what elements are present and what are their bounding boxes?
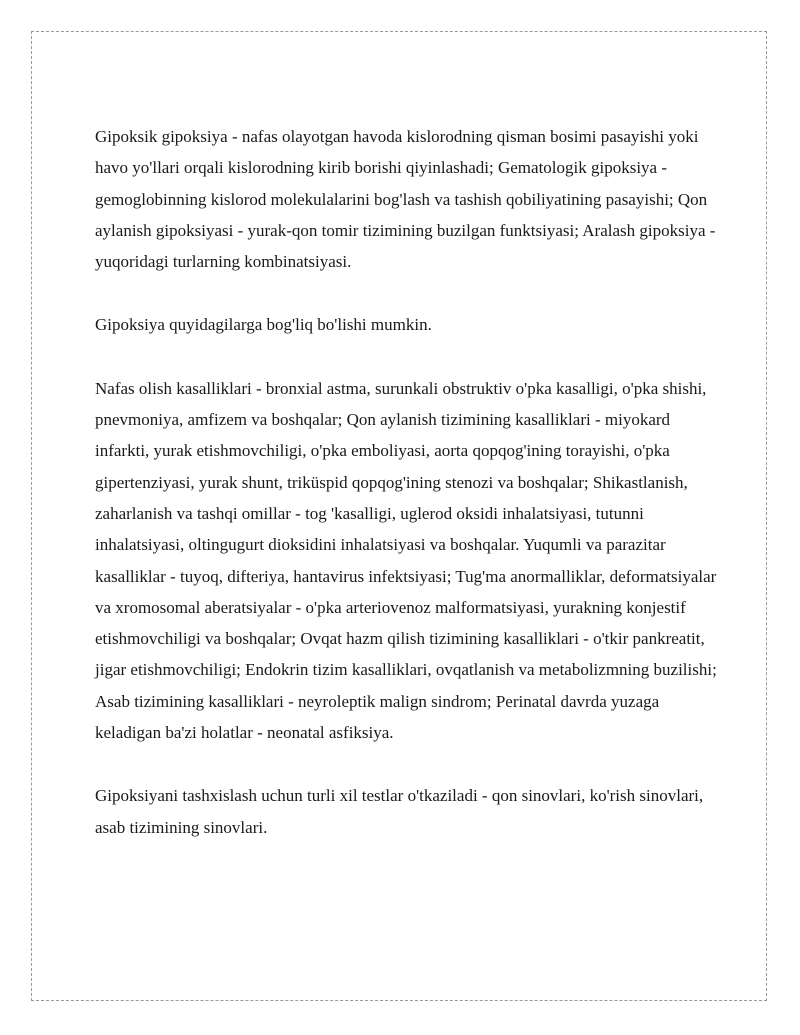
paragraph-hypoxia-causes-list: Nafas olish kasalliklari - bronxial astma, surunkali obstruktiv o'pka kasalligi, o'pka shishi, pnevmoniya, amfizem va boshqalar; Qon aylanish tizimining kasalliklari - miyokard infarkti, yurak etishmovchiligi, o'pka emboliyasi, aorta qopqog'ining torayishi, o'pka gipertenziyasi, yurak shunt, triküspid qopqog'ining stenozi va boshqalar; Shikastlanish, zaharlanish va tashqi omillar - tog 'kasalligi, uglerod oksidi inhalatsiyasi, tutunni inhalatsiyasi, oltingugurt dioksidini inhalatsiyasi va boshqalar. Yuqumli va parazitar kasalliklar - tuyoq, difteriya, hantavirus infektsiyasi; Tug'ma anormalliklar, deformatsiyalar va xromosomal aberatsiyalar - o'pka arteriovenoz malformatsiyasi, yurakning konjestif etishmovchiligi va boshqalar; Ovqat hazm qilish tizimining kasalliklari - o'tkir pankreatit, jigar etishmovchiligi; Endokrin tizim kasalliklari, ovqatlanish va metabolizmning buzilishi; Asab tizimining kasalliklari - neyroleptik malign sindrom; Perinatal davrda yuzaga keladigan ba'zi holatlar - neonatal asfiksiya. bbox=[95, 378, 717, 743]
paragraph-hypoxia-causes-intro: Gipoksiya quyidagilarga bog'liq bo'lishi mumkin. bbox=[95, 315, 432, 335]
paragraph-hypoxia-types: Gipoksik gipoksiya - nafas olayotgan havoda kislorodning qisman bosimi pasayishi yoki havo yo'llari orqali kislorodning kirib borishi qiyinlashadi; Gematologik gipoksiya - gemoglobinning kislorod molekulalarini bog'lash va tashish qobiliyatining pasayishi; Qon aylanish gipoksiyasi - yurak-qon tomir tizimining buzilgan funktsiyasi; Aralash gipoksiya - yuqoridagi turlarning kombinatsiyasi. bbox=[95, 127, 716, 272]
paragraph-hypoxia-diagnosis: Gipoksiyani tashxislash uchun turli xil testlar o'tkaziladi - qon sinovlari, ko'rish sinovlari, asab tizimining sinovlari. bbox=[95, 786, 704, 837]
document-body bbox=[95, 121, 725, 843]
